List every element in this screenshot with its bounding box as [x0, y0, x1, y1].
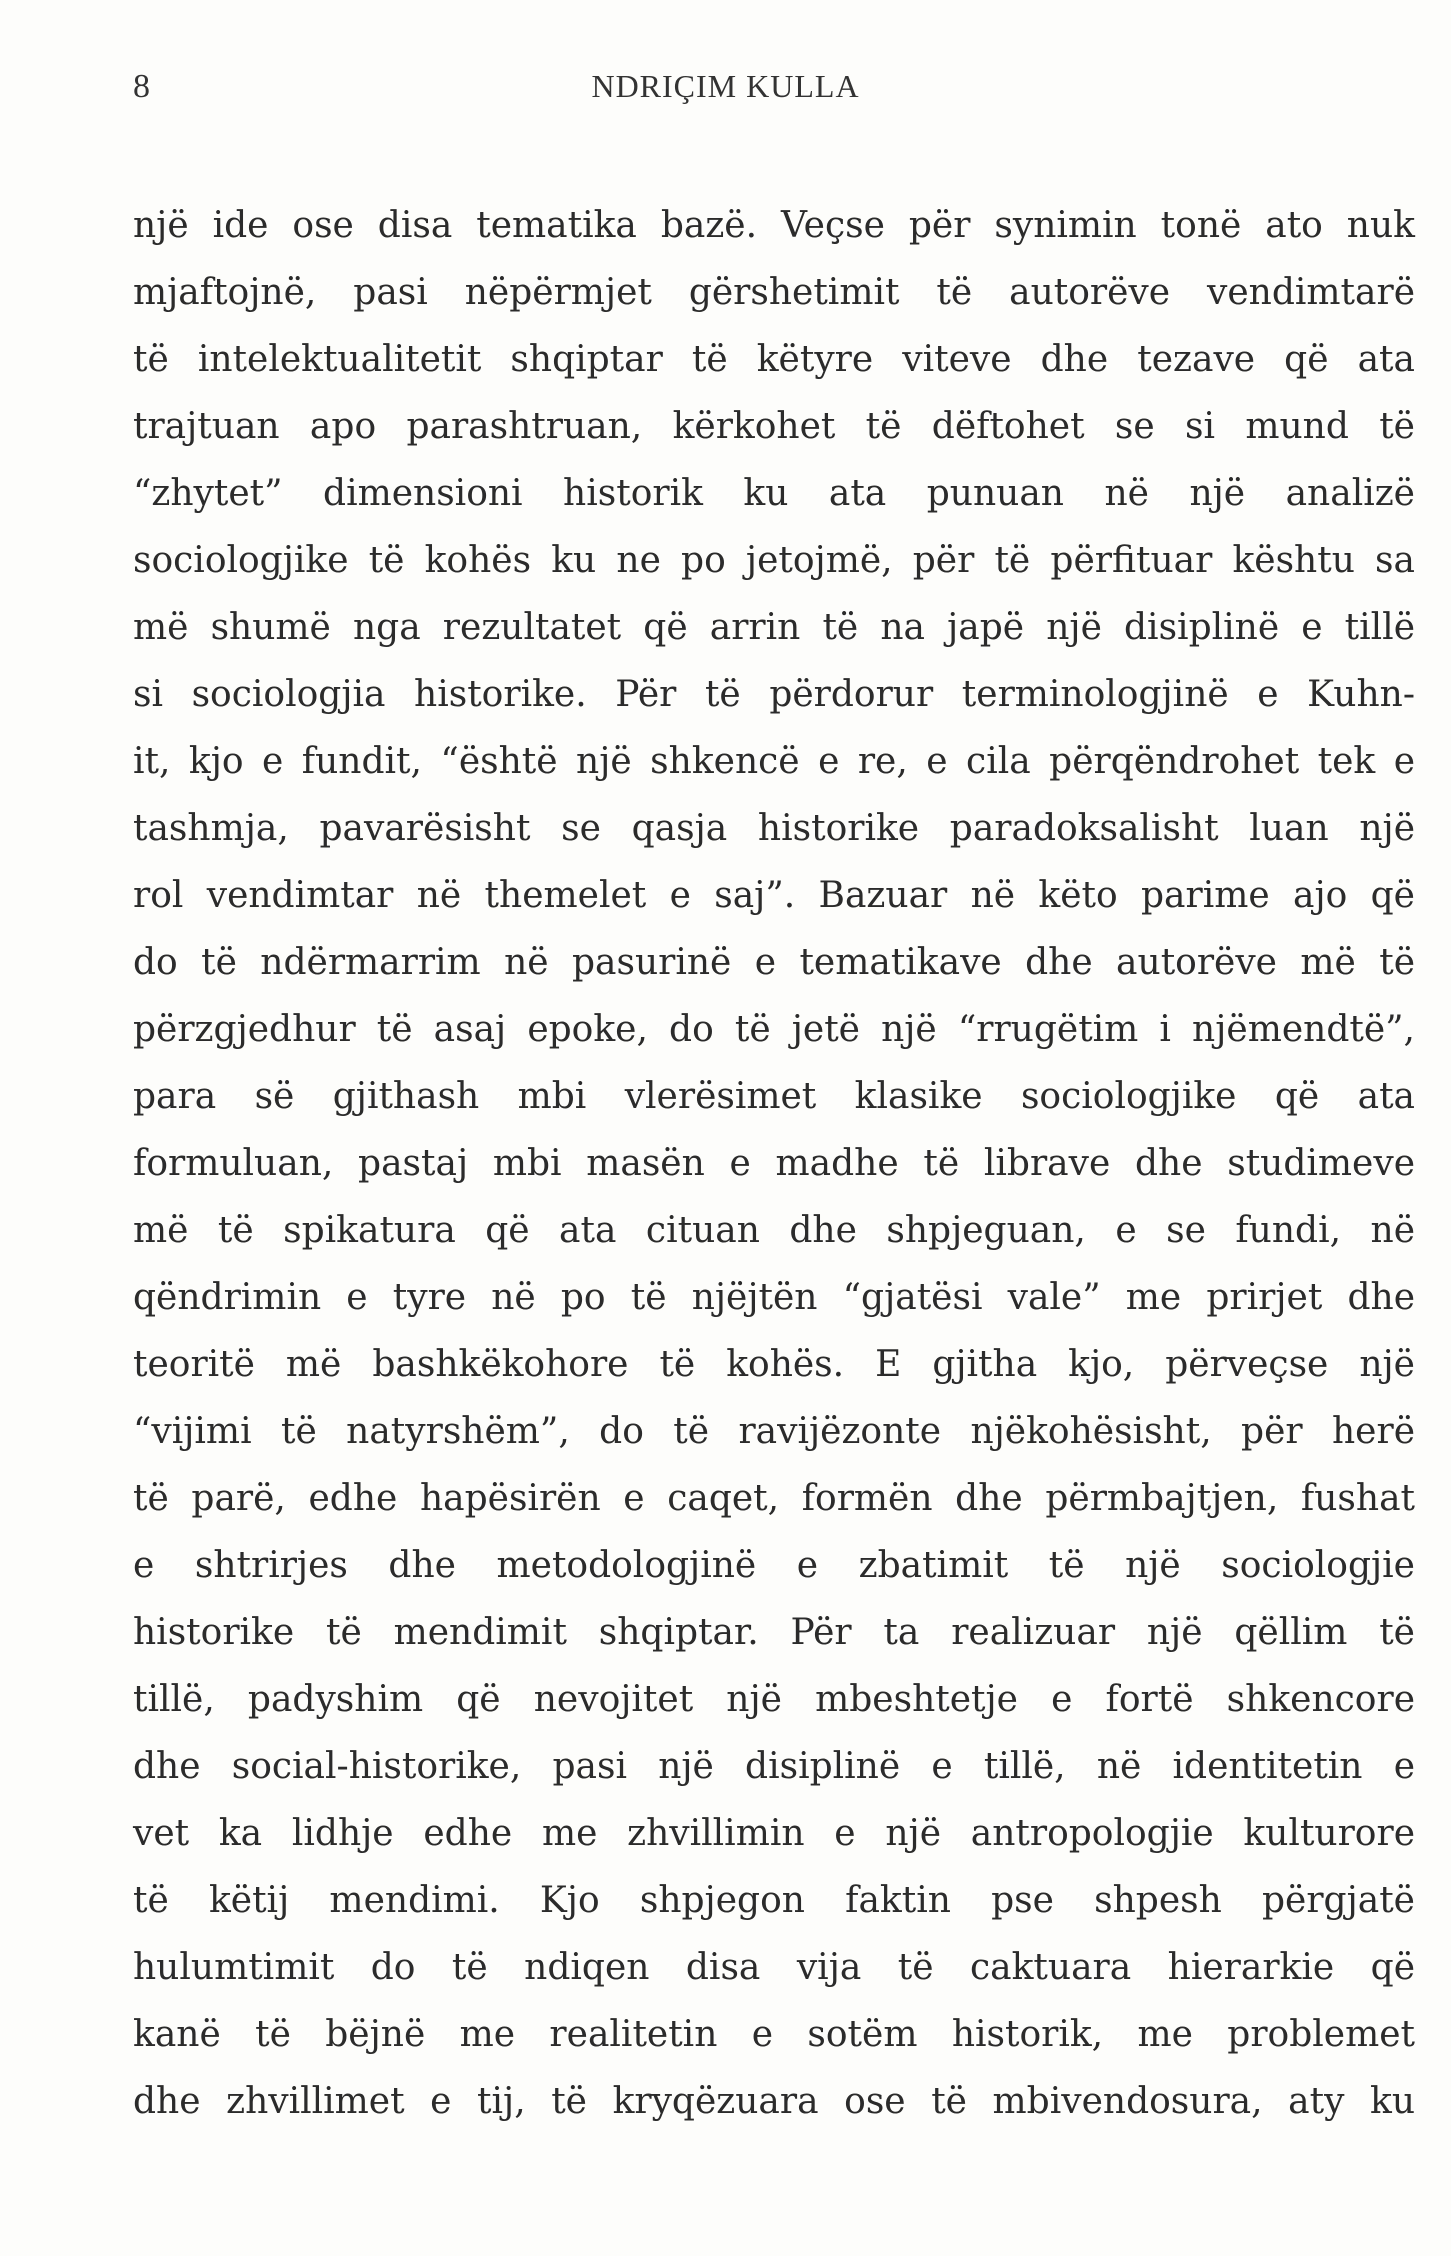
- page-number: 8: [133, 68, 150, 105]
- text-line: “vijimi të natyrshëm”, do të ravijëzonte njëkohësisht, për herë: [133, 1411, 1415, 1452]
- text-line: qëndrimin e tyre në po të njëjtën “gjatësi vale” me prirjet dhe: [133, 1277, 1415, 1318]
- text-line: përzgjedhur të asaj epoke, do të jetë një “rrugëtim i njëmendtë”,: [133, 1009, 1415, 1050]
- text-line: kanë të bëjnë me realitetin e sotëm historik, me problemet: [133, 2014, 1415, 2055]
- text-line: dhe social-historike, pasi një disiplinë e tillë, në identitetin e: [133, 1746, 1415, 1787]
- text-line: e shtrirjes dhe metodologjinë e zbatimit të një sociologjie: [133, 1545, 1415, 1586]
- text-line: it, kjo e fundit, “është një shkencë e re, e cila përqëndrohet tek e: [133, 741, 1415, 782]
- text-line: hulumtimit do të ndiqen disa vija të caktuara hierarkie që: [133, 1947, 1415, 1988]
- text-line: dhe zhvillimet e tij, të kryqëzuara ose të mbivendosura, aty ku: [133, 2081, 1415, 2122]
- text-line: vet ka lidhje edhe me zhvillimin e një antropologjie kulturore: [133, 1813, 1415, 1854]
- body-text: [133, 192, 1415, 2135]
- page-header: [0, 68, 1451, 118]
- text-line: të intelektualitetit shqiptar të këtyre viteve dhe tezave që ata: [133, 339, 1415, 380]
- text-line: teoritë më bashkëkohore të kohës. E gjitha kjo, përveçse një: [133, 1344, 1415, 1385]
- text-line: sociologjike të kohës ku ne po jetojmë, për të përfituar kështu sa: [133, 540, 1415, 581]
- text-line: “zhytet” dimensioni historik ku ata punuan në një analizë: [133, 473, 1415, 514]
- text-line: si sociologjia historike. Për të përdorur terminologjinë e Kuhn-: [133, 674, 1415, 715]
- text-line: mjaftojnë, pasi nëpërmjet gërshetimit të autorëve vendimtarë: [133, 272, 1415, 313]
- text-line: formuluan, pastaj mbi masën e madhe të librave dhe studimeve: [133, 1143, 1415, 1184]
- text-line: një ide ose disa tematika bazë. Veçse për synimin tonë ato nuk: [133, 205, 1415, 246]
- text-line: tashmja, pavarësisht se qasja historike paradoksalisht luan një: [133, 808, 1415, 849]
- running-head-author: NDRIÇIM KULLA: [591, 68, 860, 104]
- text-line: rol vendimtar në themelet e saj”. Bazuar në këto parime ajo që: [133, 875, 1415, 916]
- text-line: historike të mendimit shqiptar. Për ta realizuar një qëllim të: [133, 1612, 1415, 1653]
- text-line: para së gjithash mbi vlerësimet klasike sociologjike që ata: [133, 1076, 1415, 1117]
- text-line: më shumë nga rezultatet që arrin të na japë një disiplinë e tillë: [133, 607, 1415, 648]
- text-line: të këtij mendimi. Kjo shpjegon faktin pse shpesh përgjatë: [133, 1880, 1415, 1921]
- text-line: trajtuan apo parashtruan, kërkohet të dëftohet se si mund të: [133, 406, 1415, 447]
- text-line: të parë, edhe hapësirën e caqet, formën dhe përmbajtjen, fushat: [133, 1478, 1415, 1519]
- text-line: do të ndërmarrim në pasurinë e tematikave dhe autorëve më të: [133, 942, 1415, 983]
- text-line: më të spikatura që ata cituan dhe shpjeguan, e se fundi, në: [133, 1210, 1415, 1251]
- text-line: tillë, padyshim që nevojitet një mbeshtetje e fortë shkencore: [133, 1679, 1415, 1720]
